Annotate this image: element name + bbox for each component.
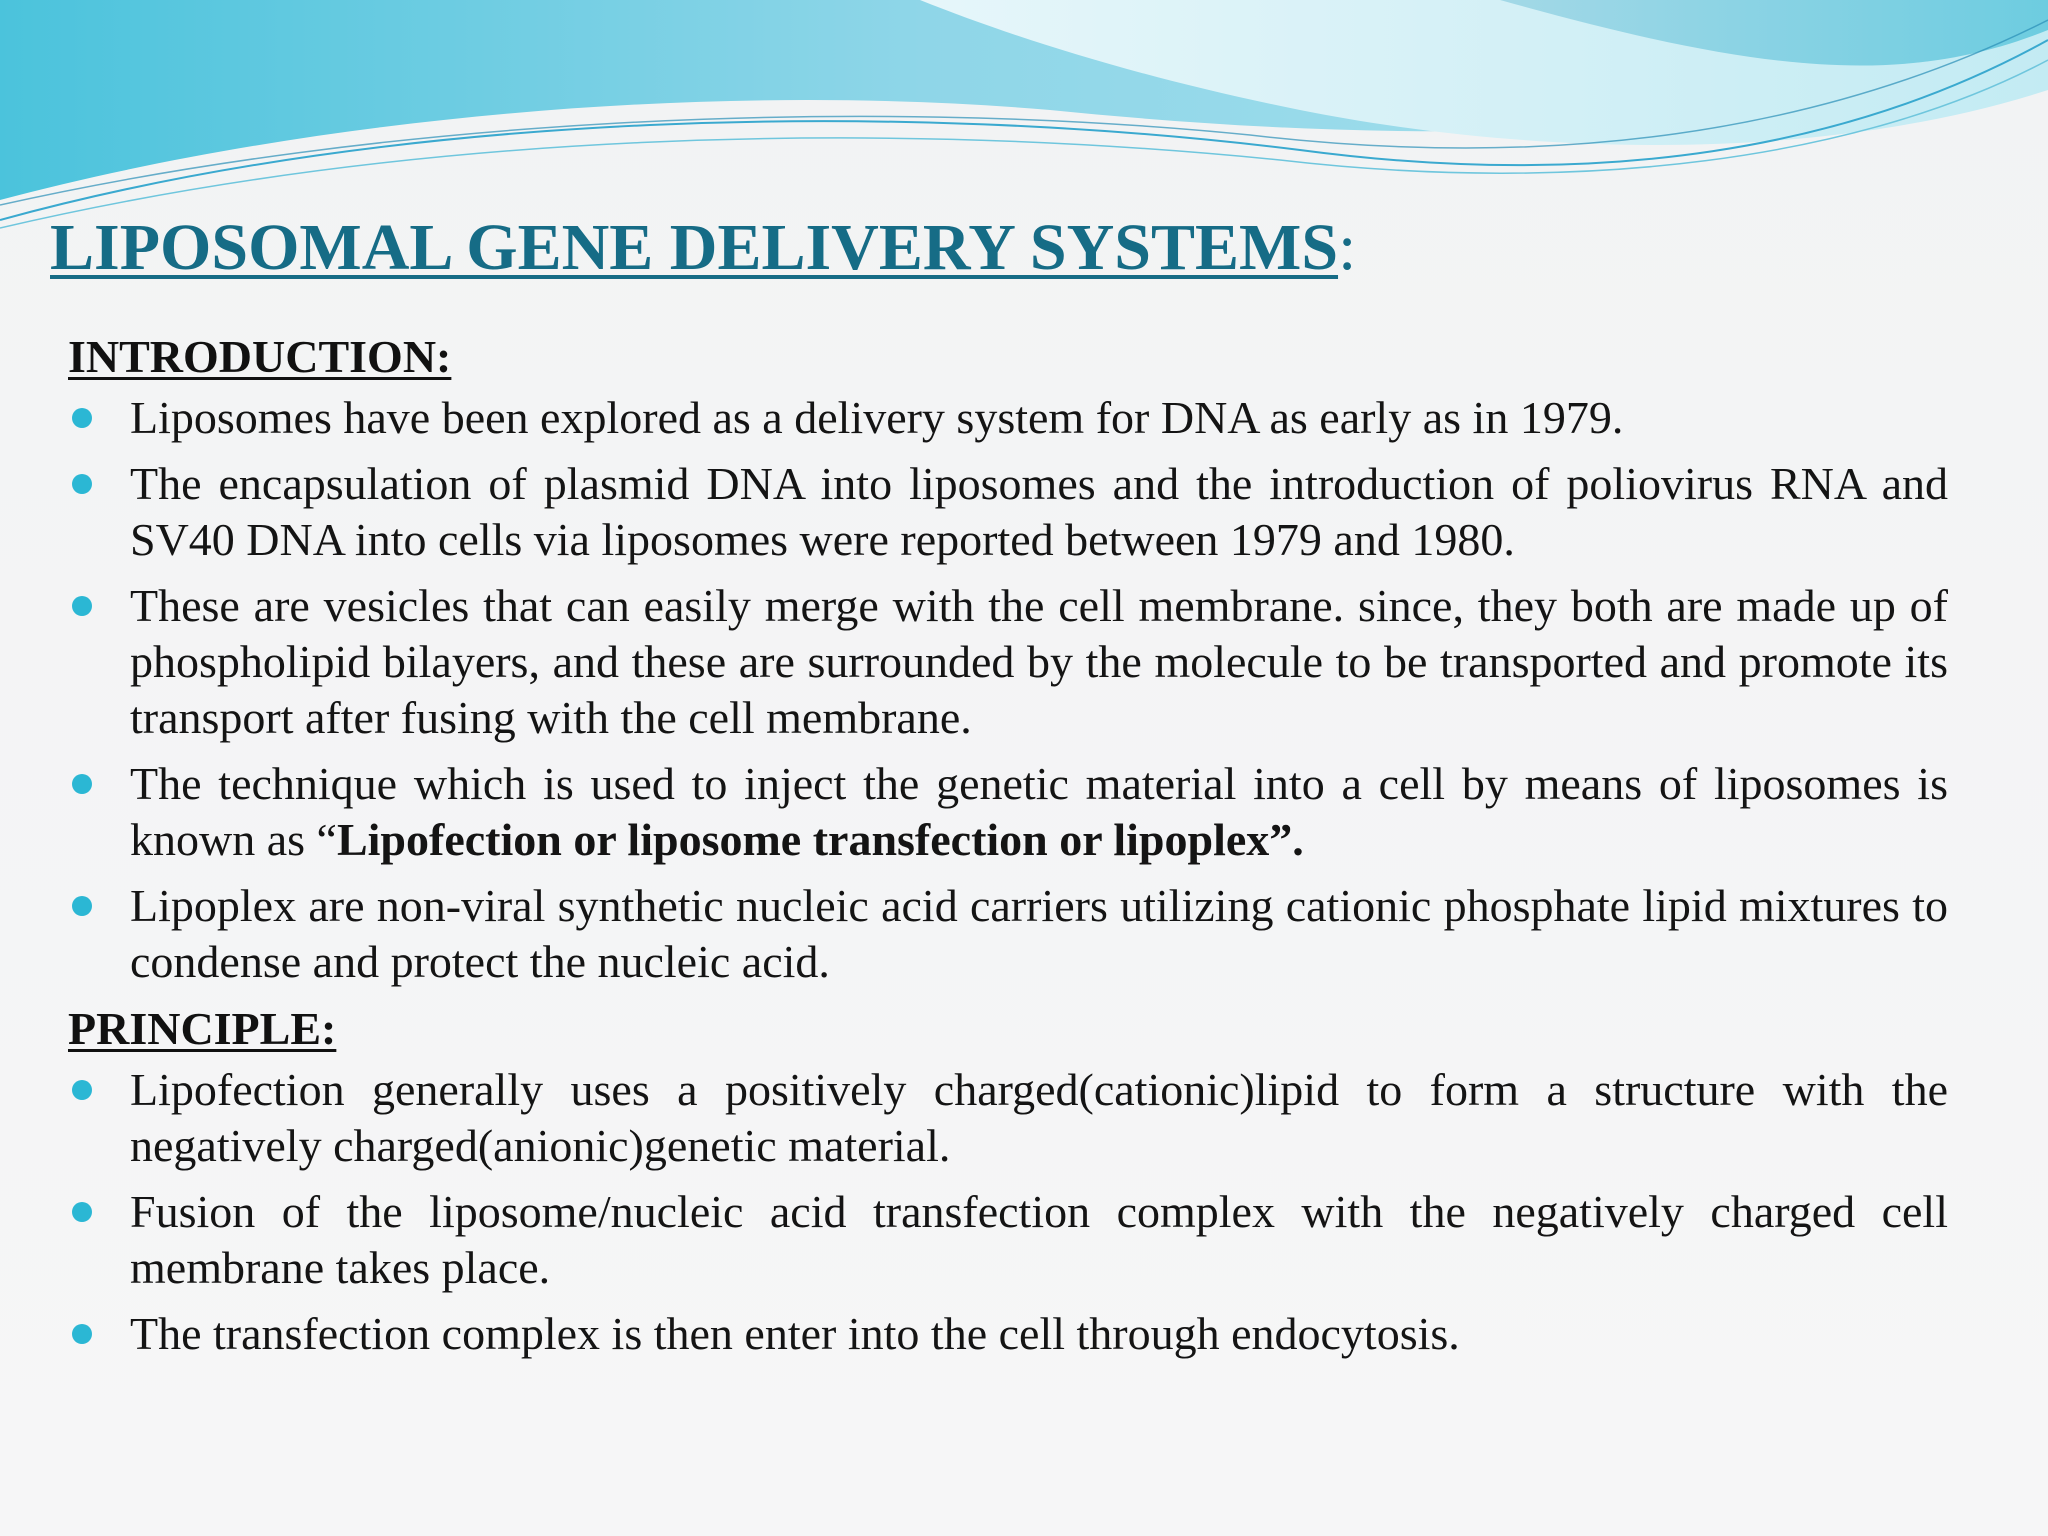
bullet-dot-icon [72,1324,92,1344]
bullet-text: The technique which is used to inject the genetic material into a cell by means of liposomes is known as “ [130,758,1948,865]
bullet-dot-icon [72,896,92,916]
slide-title-text: LIPOSOMAL GENE DELIVERY SYSTEMS [50,211,1339,284]
bullet-text: Liposomes have been explored as a delivery system for DNA as early as in 1979. [130,392,1624,443]
section-heading-introduction: INTRODUCTION: [68,331,452,382]
introduction-bullet-list [68,390,1948,990]
section-heading-principle: PRINCIPLE: [68,1003,337,1054]
list-item [68,1062,1948,1174]
bullet-dot-icon [72,408,92,428]
list-item [68,456,1948,568]
bullet-text: The transfection complex is then enter into the cell through endocytosis. [130,1308,1460,1359]
bullet-dot-icon [72,1080,92,1100]
bullet-text: The encapsulation of plasmid DNA into liposomes and the introduction of poliovirus RNA and SV40 DNA into cells via liposomes were reported between 1979 and 1980. [130,458,1948,565]
slide-title-colon: : [1338,211,1357,284]
bullet-dot-icon [72,1202,92,1222]
principle-bullet-list [68,1062,1948,1362]
list-item [68,878,1948,990]
bullet-dot-icon [72,474,92,494]
list-item [68,1306,1948,1362]
slide-content [68,328,1948,1372]
list-item [68,390,1948,446]
bullet-text: Lipofection generally uses a positively charged(cationic)lipid to form a structure with the negatively charged(anionic)genetic material. [130,1064,1948,1171]
bullet-dot-icon [72,774,92,794]
list-item [68,1184,1948,1296]
bullet-text: Lipoplex are non-viral synthetic nucleic acid carriers utilizing cationic phosphate lipid mixtures to condense and protect the nucleic acid. [130,880,1948,987]
bullet-text: These are vesicles that can easily merge with the cell membrane. since, they both are made up of phospholipid bilayers, and these are surrounded by the molecule to be transported and promote its transport after fusing with the cell membrane. [130,580,1948,743]
list-item [68,578,1948,746]
bullet-bold-term: Lipofection or liposome transfection or lipoplex”. [336,814,1304,865]
bullet-text: Fusion of the liposome/nucleic acid transfection complex with the negatively charged cell membrane takes place. [130,1186,1948,1293]
bullet-dot-icon [72,596,92,616]
header-wave-decoration [0,0,2048,240]
list-item [68,756,1948,868]
slide-title [50,206,1356,290]
